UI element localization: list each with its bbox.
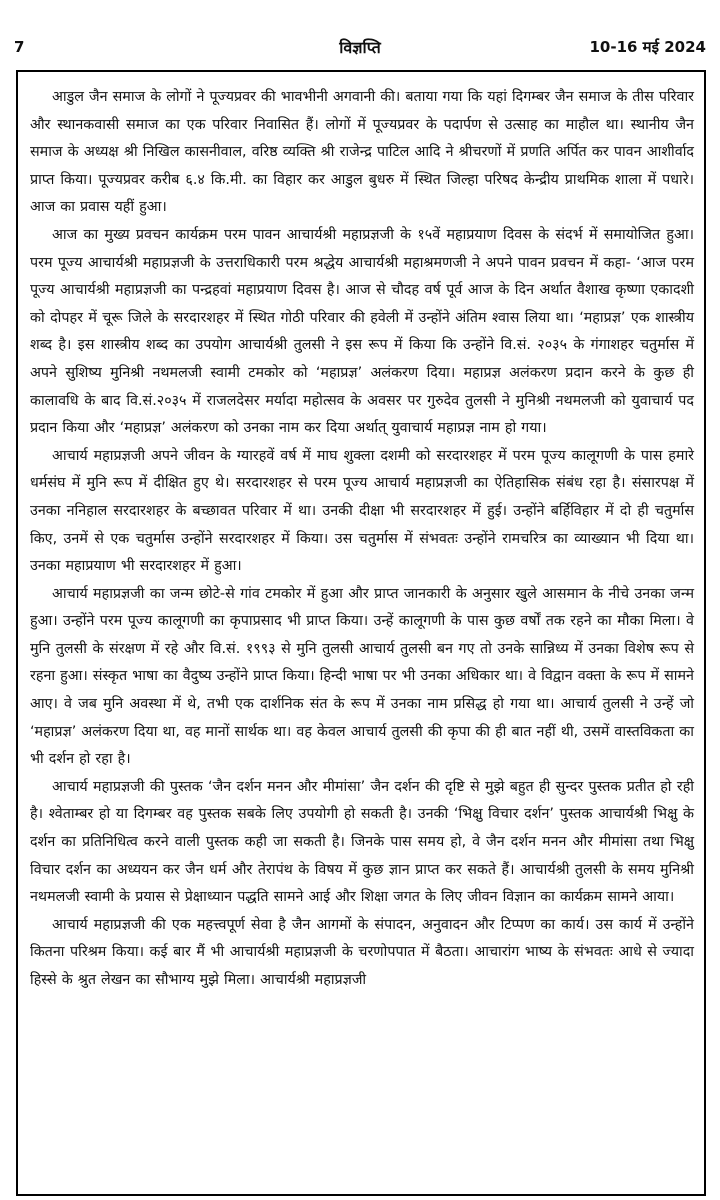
publication-title: विज्ञप्ति	[339, 38, 381, 57]
paragraph: आडुल जैन समाज के लोगों ने पूज्यप्रवर की भावभीनी अगवानी की। बताया गया कि यहां दिगम्बर जैन समाज के तीस परिवार और स्थानकवासी समाज का एक परिवार निवासित हैं। लोगों में पूज्यप्रवर के पदार्पण से उत्साह का माहौल था। स्थानीय जैन समाज के अध्यक्ष श्री निखिल कासनीवाल, वरिष्ठ व्यक्ति श्री राजेन्द्र पाटिल आदि ने श्रीचरणों में प्रणति अर्पित कर पावन आशीर्वाद प्राप्त किया। पूज्यप्रवर करीब ६.४ कि.मी. का विहार कर आडुल बुधरु में स्थित जिल्हा परिषद केन्द्रीय प्राथमिक शाला में पधारे। आज का प्रवास यहीं हुआ।	[30, 89, 694, 216]
page-header	[14, 30, 706, 64]
issue-date: 10-16 मई 2024	[589, 38, 706, 56]
article-frame	[16, 70, 706, 1196]
paragraph: आचार्य महाप्रज्ञजी अपने जीवन के ग्यारहवें वर्ष में माघ शुक्ला दशमी को सरदारशहर में परम पूज्य कालूगणी के पास हमारे धर्मसंघ में मुनि रूप में दीक्षित हुए थे। सरदारशहर से परम पूज्य आचार्य महाप्रज्ञजी का ऐतिहासिक संबंध रहा है। संसारपक्ष में उनका ननिहाल सरदारशहर के बच्छावत परिवार में था। उनकी दीक्षा भी सरदारशहर में हुई। उन्होंने बर्हिविहार में दो ही चतुर्मास किए, उनमें से एक चतुर्मास उन्होंने सरदारशहर में किया। उस चतुर्मास में संभवतः उन्होंने रामचरित्र का व्याख्यान भी दिया था। उनका महाप्रयाण भी सरदारशहर में हुआ।	[30, 447, 694, 575]
page-number: 7	[14, 38, 25, 56]
paragraph: आज का मुख्य प्रवचन कार्यक्रम परम पावन आचार्यश्री महाप्रज्ञजी के १५वें महाप्रयाण दिवस के संदर्भ में समायोजित हुआ। परम पूज्य आचार्यश्री महाप्रज्ञजी के उत्तराधिकारी परम श्रद्धेय आचार्यश्री महाश्रमणजी ने अपने पावन प्रवचन में कहा- ‘आज परम पूज्य आचार्यश्री महाप्रज्ञजी का पन्द्रहवां महाप्रयाण दिवस है। आज से चौदह वर्ष पूर्व आज के दिन अर्थात वैशाख कृष्णा एकादशी को दोपहर में चूरू जिले के सरदारशहर में स्थित गोठी परिवार की हवेली में उन्होंने अंतिम श्वास लिया था। ‘महाप्रज्ञ’ एक शास्त्रीय शब्द है। इस शास्त्रीय शब्द का उपयोग आचार्यश्री तुलसी ने इस रूप में किया कि उन्होंने वि.सं. २०३५ के गंगाशहर चतुर्मास में अपने सुशिष्य मुनिश्री नथमलजी स्वामी टमकोर को ‘महाप्रज्ञ’ अलंकरण दिया। महाप्रज्ञ अलंकरण प्रदान करने के कुछ ही कालावधि के बाद वि.सं.२०३५ में राजलदेसर मर्यादा महोत्सव के अवसर पर गुरुदेव तुलसी ने मुनिश्री नथमलजी को युवाचार्य पद प्रदान किया और ‘महाप्रज्ञ’ अलंकरण को उनका नाम कर दिया अर्थात् युवाचार्य महाप्रज्ञ नाम हो गया।	[30, 226, 694, 437]
paragraph: आचार्य महाप्रज्ञजी की एक महत्त्वपूर्ण सेवा है जैन आगमों के संपादन, अनुवादन और टिप्पण का कार्य। उस कार्य में उन्होंने कितना परिश्रम किया। कई बार मैं भी आचार्यश्री महाप्रज्ञजी के चरणोपपात में बैठता। आचारांग भाष्य के संभवतः आधे से ज्यादा हिस्से के श्रुत लेखन का सौभाग्य मुझे मिला। आचार्यश्री महाप्रज्ञजी	[30, 916, 694, 988]
paragraph: आचार्य महाप्रज्ञजी की पुस्तक ‘जैन दर्शन मनन और मीमांसा’ जैन दर्शन की दृष्टि से मुझे बहुत ही सुन्दर पुस्तक प्रतीत हो रही है। श्वेताम्बर हो या दिगम्बर वह पुस्तक सबके लिए उपयोगी हो सकती है। उनकी ‘भिक्षु विचार दर्शन’ पुस्तक आचार्यश्री भिक्षु के दर्शन का प्रतिनिधित्व करने वाली पुस्तक कही जा सकती है। जिनके पास समय हो, वे जैन दर्शन मनन और मीमांसा तथा भिक्षु विचार दर्शन का अध्ययन कर जैन धर्म और तेरापंथ के विषय में कुछ ज्ञान प्राप्त कर सकते हैं। आचार्यश्री तुलसी के समय मुनिश्री नथमलजी स्वामी के प्रयास से प्रेक्षाध्यान पद्धति सामने आई और शिक्षा जगत के लिए जीवन विज्ञान का कार्यक्रम सामने आया।	[30, 778, 694, 906]
paragraph: आचार्य महाप्रज्ञजी का जन्म छोटे-से गांव टमकोर में हुआ और प्राप्त जानकारी के अनुसार खुले आसमान के नीचे उनका जन्म हुआ। उन्होंने परम पूज्य कालूगणी का कृपाप्रसाद भी प्राप्त किया। उन्हें कालूगणी के पास कुछ वर्षों तक रहने का मौका मिला। वे मुनि तुलसी के संरक्षण में रहे और वि.सं. १९९३ से मुनि तुलसी आचार्य तुलसी बन गए तो उनके सान्निध्य में उनका विशेष रूप से रहना हुआ। संस्कृत भाषा का वैदुष्य उन्होंने प्राप्त किया। हिन्दी भाषा पर भी उनका अधिकार था। वे विद्वान वक्ता के रूप में सामने आए। वे जब मुनि अवस्था में थे, तभी एक दार्शनिक संत के रूप में उनका नाम प्रसिद्ध हो गया था। आचार्य तुलसी ने उन्हें जो ‘महाप्रज्ञ’ अलंकरण दिया था, वह मानों सार्थक था। वह केवल आचार्य तुलसी की कृपा की ही बात नहीं थी, उसमें वास्तविकता का भी दर्शन हो रहा है।	[30, 585, 694, 768]
article-body	[18, 72, 704, 995]
